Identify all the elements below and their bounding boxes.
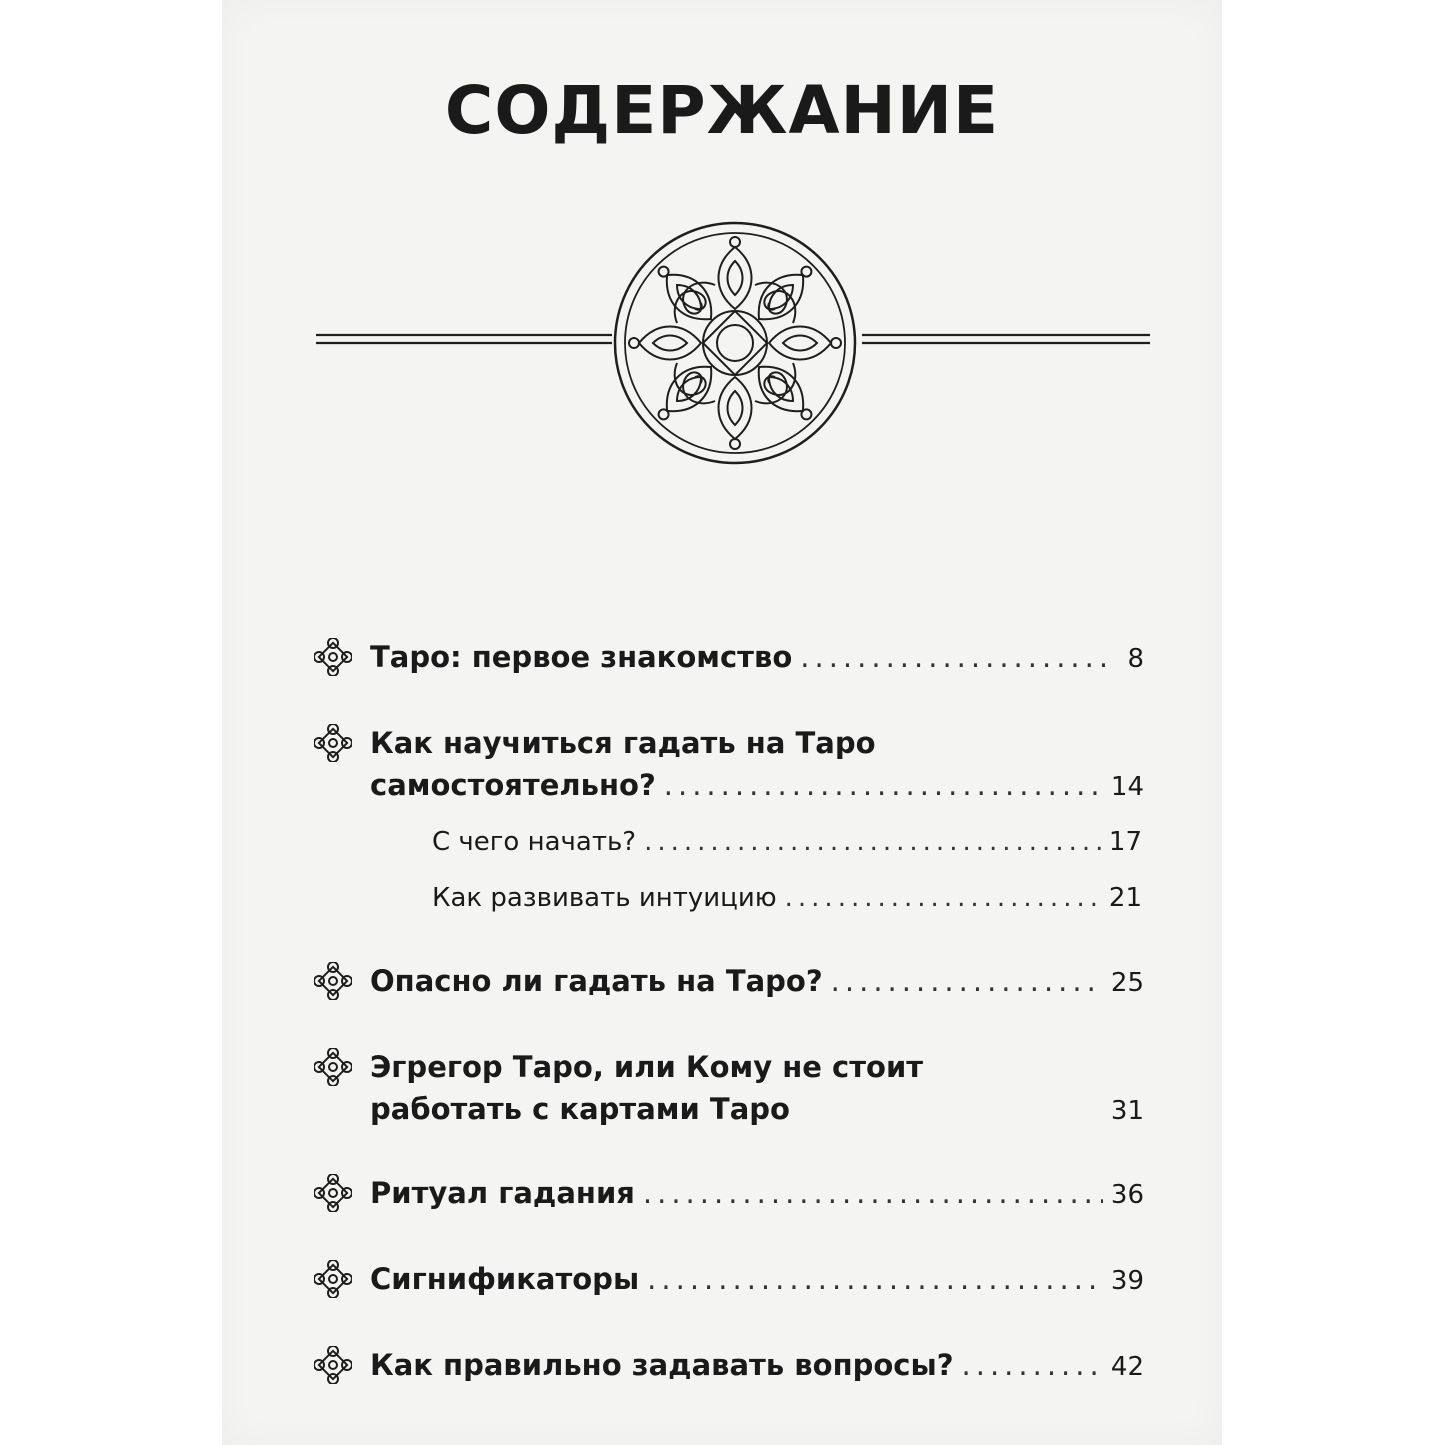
toc-entry[interactable] [314, 1046, 1144, 1136]
toc-subentry-title: Как развивать интуицию [432, 883, 777, 913]
toc-entry[interactable] [314, 636, 1144, 680]
mandala-ornament-icon [615, 223, 855, 463]
toc-subentry[interactable] [432, 878, 1142, 918]
dot-leader [962, 1344, 1103, 1386]
toc-entry[interactable] [314, 1172, 1144, 1216]
toc-subentry-title: С чего начать? [432, 827, 637, 857]
toc-subentry-page: 17 [1108, 827, 1142, 857]
toc-entry-title: Ритуал гадания [370, 1176, 635, 1210]
toc-entry-title-line-1: Эгрегор Таро, или Кому не стоит [370, 1050, 924, 1084]
dot-leader [664, 764, 1103, 806]
knot-ornament-icon [314, 1174, 352, 1212]
toc-entry-title-line-1: Как научиться гадать на Таро [370, 726, 876, 760]
toc-entry-page: 14 [1110, 772, 1144, 802]
dot-leader [831, 960, 1103, 1002]
dot-leader [644, 822, 1101, 862]
knot-ornament-icon [314, 638, 352, 676]
toc-entry-page: 42 [1110, 1352, 1144, 1382]
toc-entry-title-line-2: работать с картами Таро [370, 1092, 790, 1126]
toc-entry-title: Опасно ли гадать на Таро? [370, 964, 823, 998]
toc-entry[interactable] [314, 1344, 1144, 1388]
page-title: СОДЕРЖАНИЕ [444, 72, 1000, 149]
dot-leader [785, 878, 1101, 918]
toc-entry-title: Как правильно задавать вопросы? [370, 1348, 954, 1382]
toc-entry[interactable] [314, 722, 1144, 812]
toc-entry-title: Таро: первое знакомство [370, 640, 793, 674]
knot-ornament-icon [314, 1048, 352, 1086]
toc-subentry-page: 21 [1108, 883, 1142, 913]
dot-leader [643, 1172, 1103, 1214]
knot-ornament-icon [314, 1260, 352, 1298]
toc-entry[interactable] [314, 1258, 1144, 1302]
toc-entry-page: 39 [1110, 1266, 1144, 1296]
title-ornament [0, 0, 1445, 480]
knot-ornament-icon [314, 1346, 352, 1384]
toc-entry[interactable] [314, 960, 1144, 1004]
toc-subentry[interactable] [432, 822, 1142, 862]
dot-leader [800, 636, 1108, 678]
toc-entry-page: 8 [1127, 644, 1144, 674]
toc-entry-page: 31 [1110, 1096, 1144, 1126]
toc-entry-page: 25 [1110, 968, 1144, 998]
toc-entry-title: Сигнификаторы [370, 1262, 640, 1296]
knot-ornament-icon [314, 962, 352, 1000]
dot-leader [647, 1258, 1103, 1300]
toc-entry-page: 36 [1110, 1180, 1144, 1210]
knot-ornament-icon [314, 724, 352, 762]
toc-entry-title-line-2: самостоятельно? [370, 768, 656, 802]
